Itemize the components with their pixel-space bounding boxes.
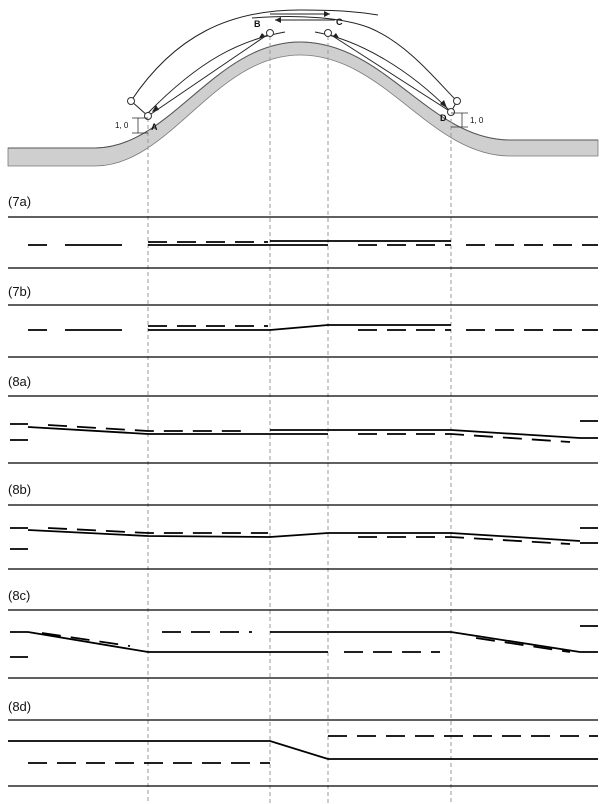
arrowhead-2 [324,11,330,17]
point-label-b: B [254,19,261,29]
panel-8d-solid-1 [8,741,598,759]
panel-label-8d: (8d) [8,699,32,714]
panel-8c-solid-2 [270,632,580,652]
panel-8c-solid-1 [28,632,328,652]
pivot-a [145,113,152,120]
hill-profile [8,42,598,166]
panel-label-8b: (8b) [8,482,32,497]
pivot-outer-right [454,98,461,105]
ground-top-line [8,42,598,148]
panel-label-8c: (8c) [8,588,31,603]
panel-label-7a: (7a) [8,194,32,209]
point-label-d: D [440,113,447,123]
middle-arc-right [315,32,451,112]
pivot-d [448,109,455,116]
ground-fill [8,42,598,166]
pivot-c [325,30,332,37]
point-label-c: C [336,17,343,27]
panel-8c [8,588,598,678]
panel-7a [8,194,598,268]
point-label-a: A [151,122,158,132]
dimension-label-left: 1, 0 [115,121,129,130]
chord-a-b [148,33,270,116]
panel-8d [8,699,598,786]
guide-lines [148,36,451,804]
panel-label-7b: (7b) [8,284,32,299]
panel-7b [8,284,598,357]
panel-8a [8,374,598,463]
dimension-left [132,118,148,133]
panel-8c-dashed-4 [476,638,570,652]
panel-8c-dashed-1 [42,633,130,646]
chord-c-d [328,33,451,112]
pivot-b [267,30,274,37]
dimension-label-right: 1, 0 [470,116,484,125]
panel-label-8a: (8a) [8,374,32,389]
panel-8b [8,482,598,569]
pivot-outer-left [128,98,135,105]
middle-arc-left [148,32,285,113]
arrowhead-1 [275,17,281,23]
